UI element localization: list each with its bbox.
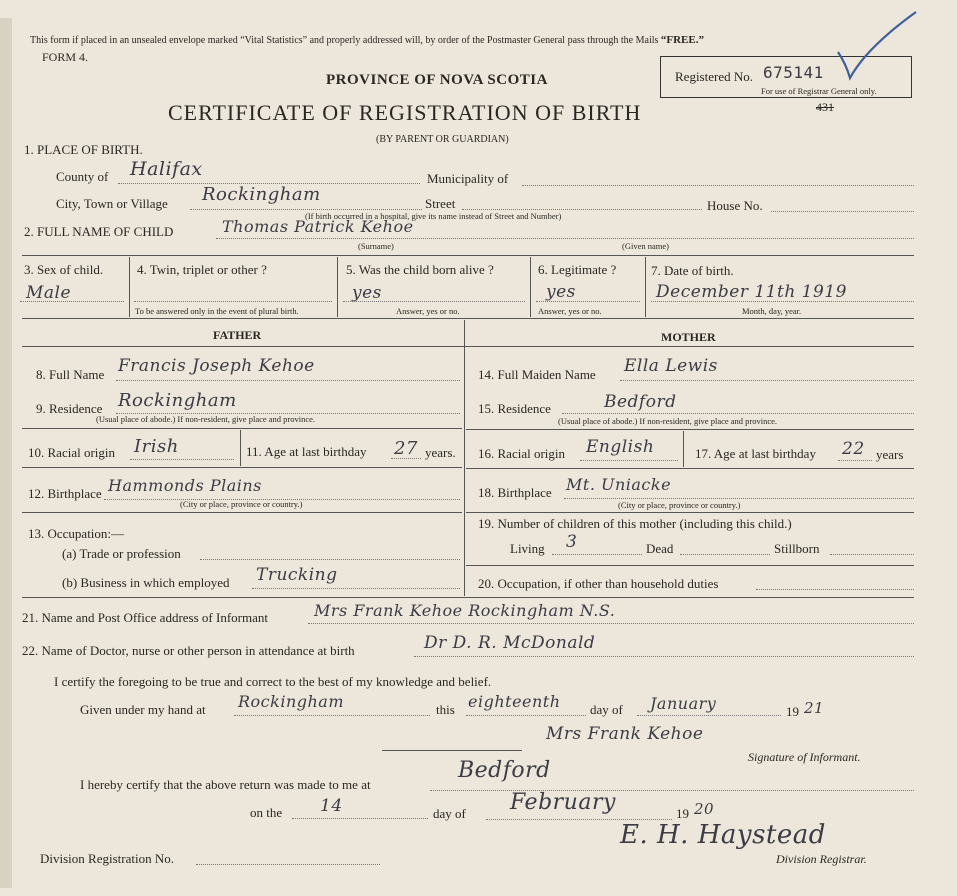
mother-residence-label: 15. Residence: [478, 401, 551, 416]
living-value: 3: [566, 532, 578, 552]
business-label: (b) Business in which employed: [62, 575, 230, 590]
mother-residence-note: (Usual place of abode.) If non-resident, give place and province.: [558, 416, 778, 426]
father-birthplace-label: 12. Birthplace: [28, 486, 102, 501]
old-number: 431: [816, 100, 834, 114]
father-name-value: Francis Joseph Kehoe: [118, 356, 315, 376]
father-racial-label: 10. Racial origin: [28, 445, 116, 460]
street-label: Street: [425, 196, 456, 211]
registrar-month-value: February: [510, 790, 616, 815]
legitimate-note: Answer, yes or no.: [538, 306, 602, 316]
registrar-statement: I hereby certify that the above return was made to me at: [80, 777, 371, 792]
child-name-label: 2. FULL NAME OF CHILD: [24, 224, 174, 239]
date-of-birth-label: 7. Date of birth.: [651, 263, 734, 278]
page-title: CERTIFICATE OF REGISTRATION OF BIRTH: [168, 100, 642, 125]
county-label: County of: [56, 169, 109, 184]
father-birthplace-note: (City or place, province or country.): [180, 499, 303, 509]
father-residence-label: 9. Residence: [36, 401, 103, 416]
sex-label: 3. Sex of child.: [24, 262, 104, 277]
father-residence-value: Rockingham: [118, 390, 237, 411]
city-label: City, Town or Village: [56, 196, 168, 211]
alive-value: yes: [352, 283, 382, 303]
date-note: Month, day, year.: [742, 306, 802, 316]
informant-signature-label: Signature of Informant.: [748, 750, 861, 764]
stillborn-label: Stillborn: [774, 541, 820, 556]
doctor-label: 22. Name of Doctor, nurse or other person in attendance at birth: [22, 643, 355, 658]
given-under-label: Given under my hand at: [80, 702, 206, 717]
registrar-day-of-label: day of: [433, 806, 466, 821]
county-value: Halifax: [130, 158, 203, 180]
father-birthplace-value: Hammonds Plains: [108, 476, 262, 495]
registrar-year-prefix: 19: [676, 806, 689, 821]
province-heading: PROVINCE OF NOVA SCOTIA: [326, 72, 548, 88]
mother-years-label: years: [876, 447, 904, 462]
father-years-label: years.: [425, 445, 456, 460]
registrar-signature: E. H. Haystead: [620, 820, 826, 850]
occupation-label: 13. Occupation:—: [28, 526, 125, 541]
informant-label: 21. Name and Post Office address of Informant: [22, 610, 268, 625]
mother-residence-value: Bedford: [604, 392, 677, 412]
mother-occupation-label: 20. Occupation, if other than household duties: [478, 576, 719, 591]
this-label: this: [436, 702, 455, 717]
mother-racial-label: 16. Racial origin: [478, 446, 566, 461]
doctor-value: Dr D. R. McDonald: [424, 633, 596, 653]
dead-label: Dead: [646, 541, 674, 556]
given-day-value: eighteenth: [468, 692, 561, 711]
father-age-label: 11. Age at last birthday: [246, 444, 367, 459]
mother-age-label: 17. Age at last birthday: [695, 446, 816, 461]
mother-name-value: Ella Lewis: [624, 356, 718, 376]
father-racial-value: Irish: [134, 436, 179, 457]
on-the-label: on the: [250, 805, 283, 820]
municipality-label: Municipality of: [427, 171, 509, 186]
mother-name-label: 14. Full Maiden Name: [478, 367, 596, 382]
form-number: FORM 4.: [42, 50, 89, 64]
mother-age-value: 22: [842, 439, 865, 459]
mother-birthplace-value: Mt. Uniacke: [566, 475, 672, 494]
mother-birthplace-label: 18. Birthplace: [478, 485, 552, 500]
living-label: Living: [510, 541, 545, 556]
registered-label: Registered No.: [675, 69, 753, 84]
city-value: Rockingham: [202, 184, 321, 205]
business-value: Trucking: [256, 565, 338, 585]
child-name-value: Thomas Patrick Kehoe: [222, 217, 414, 236]
given-year-prefix: 19: [786, 704, 799, 719]
father-residence-note: (Usual place of abode.) If non-resident, give place and province.: [96, 414, 316, 424]
mother-heading: MOTHER: [661, 330, 716, 344]
registrar-year-value: 20: [694, 800, 715, 818]
given-month-value: January: [650, 694, 717, 713]
informant-value: Mrs Frank Kehoe Rockingham N.S.: [314, 601, 616, 620]
given-year-value: 21: [804, 699, 825, 717]
registrar-day-value: 14: [320, 796, 343, 816]
informant-signature: Mrs Frank Kehoe: [546, 724, 704, 744]
registered-note: For use of Registrar General only.: [761, 86, 877, 96]
date-of-birth-value: December 11th 1919: [656, 282, 847, 302]
twin-note: To be answered only in the event of plural birth.: [135, 306, 299, 316]
subtitle: (BY PARENT OR GUARDIAN): [376, 134, 509, 145]
left-margin-strip: [0, 18, 12, 888]
legitimate-label: 6. Legitimate ?: [538, 262, 617, 277]
given-day-of-label: day of: [590, 702, 623, 717]
alive-note: Answer, yes or no.: [396, 306, 460, 316]
mother-racial-value: English: [586, 437, 655, 457]
father-age-value: 27: [394, 438, 418, 459]
alive-label: 5. Was the child born alive ?: [346, 262, 494, 277]
twin-label: 4. Twin, triplet or other ?: [137, 262, 267, 277]
header-note: This form if placed in an unsealed envelope marked “Vital Statistics” and properly addressed will, by order of the Postmaster General pass through the Mails “FREE.”: [30, 34, 704, 46]
mother-birthplace-note: (City or place, province or country.): [618, 500, 741, 510]
surname-note: (Surname): [358, 241, 394, 251]
division-number-label: Division Registration No.: [40, 851, 174, 866]
certify-statement: I certify the foregoing to be true and correct to the best of my knowledge and belief.: [54, 674, 492, 689]
trade-label: (a) Trade or profession: [62, 546, 181, 561]
sex-value: Male: [26, 283, 72, 303]
father-heading: FATHER: [213, 328, 262, 342]
house-no-label: House No.: [707, 198, 763, 213]
place-of-birth-heading: 1. PLACE OF BIRTH.: [24, 142, 143, 157]
registered-number: 675141: [763, 63, 824, 82]
father-name-label: 8. Full Name: [36, 367, 105, 382]
check-mark-icon: [832, 8, 922, 84]
registrar-signature-label: Division Registrar.: [776, 852, 867, 866]
given-place-value: Rockingham: [238, 692, 345, 711]
given-name-note: (Given name): [622, 241, 669, 251]
children-count-label: 19. Number of children of this mother (including this child.): [478, 516, 792, 531]
registrar-place-value: Bedford: [458, 758, 551, 783]
legitimate-value: yes: [546, 282, 576, 302]
hospital-note: (If birth occurred in a hospital, give its name instead of Street and Number): [305, 211, 562, 221]
